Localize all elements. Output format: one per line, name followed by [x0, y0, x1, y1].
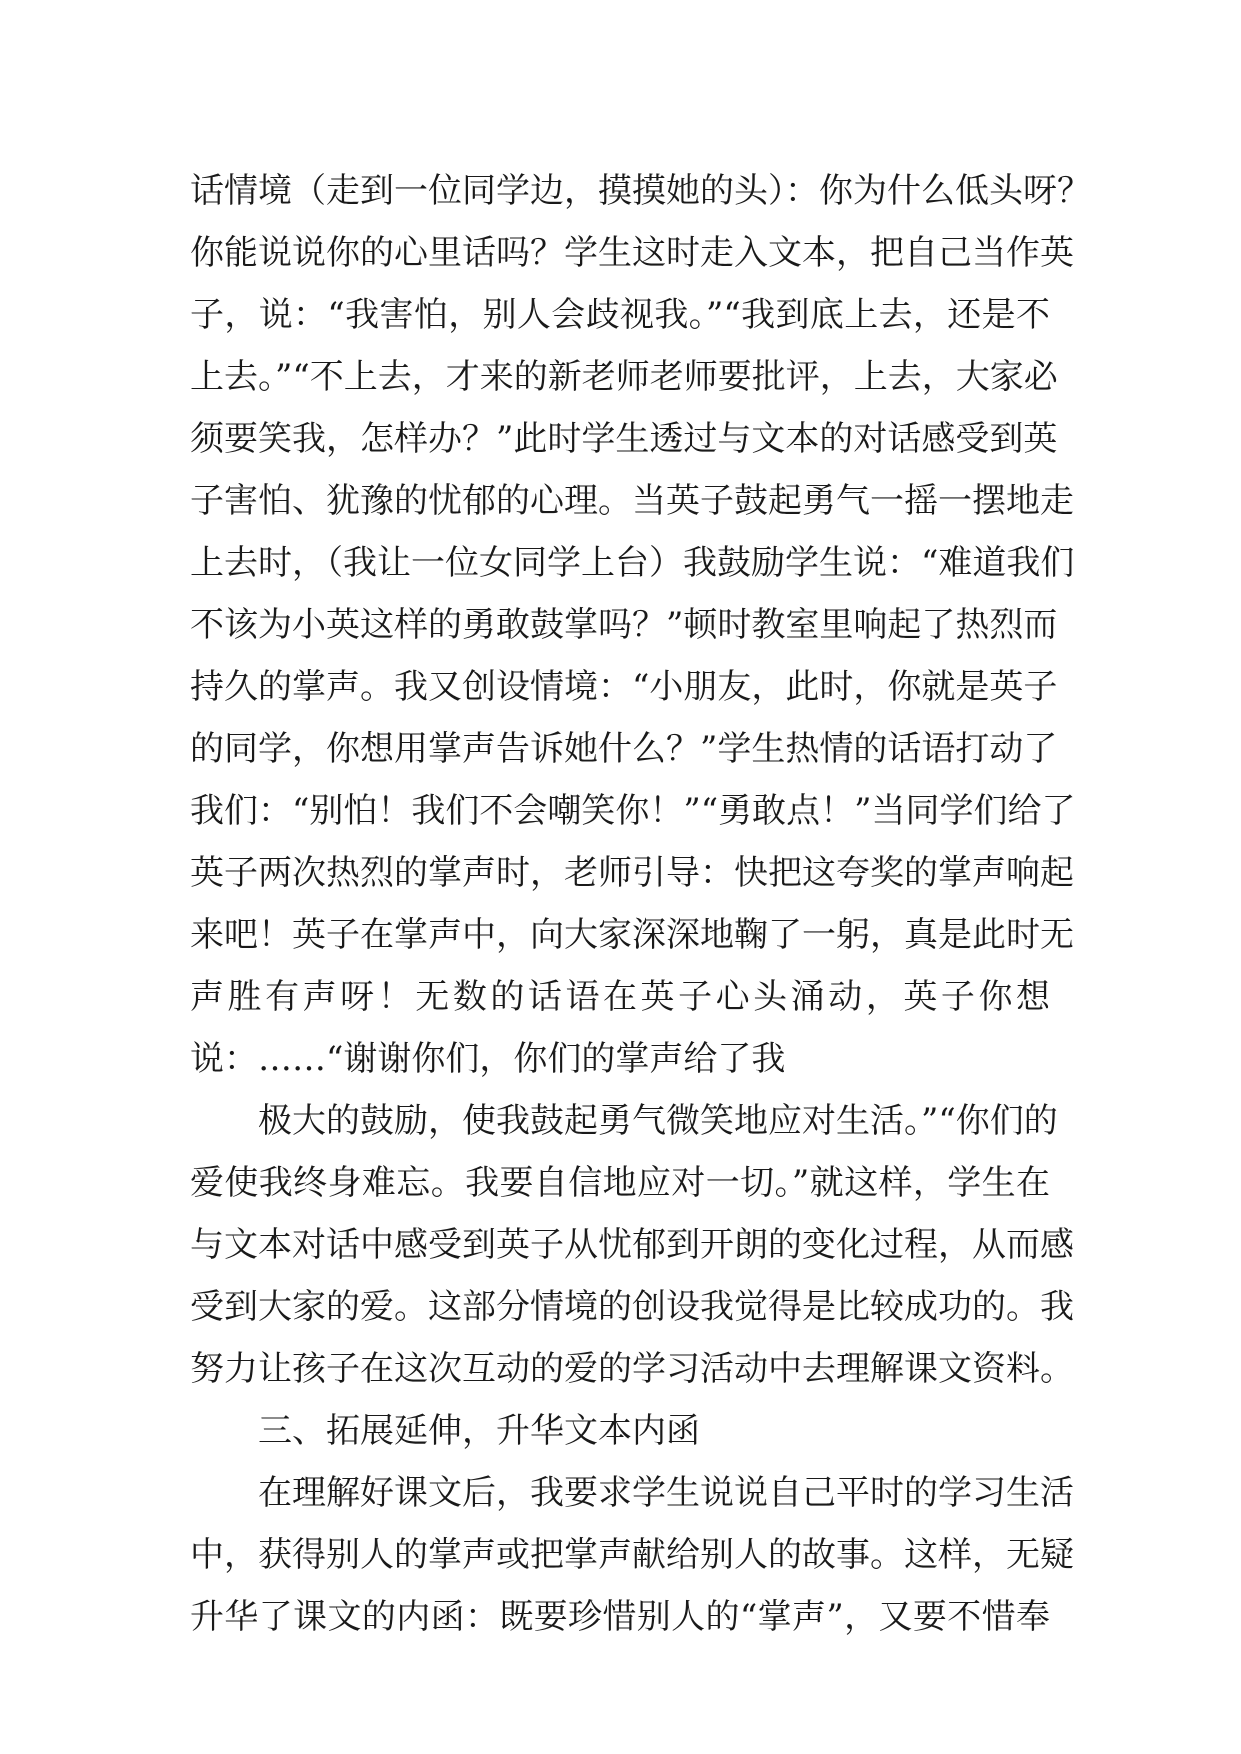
text-line: 爱使我终身难忘。我要自信地应对一切。”就这样，学生在	[190, 1163, 1050, 1203]
text-line: 努力让孩子在这次互动的爱的学习活动中去理解课文资料。	[190, 1349, 1074, 1389]
text-line: 受到大家的爱。这部分情境的创设我觉得是比较成功的。我	[190, 1287, 1074, 1327]
text-line: 的同学，你想用掌声告诉她什么？”学生热情的话语打动了	[190, 729, 1058, 769]
text-line: 我们：“别怕！我们不会嘲笑你！”“勇敢点！”当同学们给了	[190, 791, 1076, 831]
text-line: 英子两次热烈的掌声时，老师引导：快把这夸奖的掌声响起	[190, 853, 1074, 893]
text-line: 上去时，（我让一位女同学上台）我鼓励学生说：“难道我们	[190, 543, 1075, 583]
text-line: 话情境（走到一位同学边，摸摸她的头）：你为什么低头呀？	[190, 171, 1091, 211]
text-line: 子害怕、犹豫的忧郁的心理。当英子鼓起勇气一摇一摆地走	[190, 481, 1074, 521]
paragraph-start-line: 在理解好课文后，我要求学生说说自己平时的学习生活	[258, 1473, 1074, 1513]
text-line: 上去。”“不上去，才来的新老师老师要批评，上去，大家必	[190, 357, 1058, 397]
text-line: 你能说说你的心里话吗？学生这时走入文本，把自己当作英	[190, 233, 1074, 273]
text-line: 持久的掌声。我又创设情境：“小朋友，此时，你就是英子	[190, 667, 1058, 707]
text-line: 说：……“谢谢你们，你们的掌声给了我	[190, 1039, 786, 1079]
text-line: 升华了课文的内函：既要珍惜别人的“掌声”，又要不惜奉	[190, 1597, 1050, 1637]
paragraph-start-line: 极大的鼓励，使我鼓起勇气微笑地应对生活。”“你们的	[258, 1101, 1058, 1141]
text-line: 来吧！英子在掌声中，向大家深深地鞠了一躬，真是此时无	[190, 915, 1074, 955]
section-heading: 三、拓展延伸，升华文本内函	[258, 1411, 700, 1451]
text-line: 不该为小英这样的勇敢鼓掌吗？”顿时教室里响起了热烈而	[190, 605, 1058, 645]
text-line: 中，获得别人的掌声或把掌声献给别人的故事。这样，无疑	[190, 1535, 1074, 1575]
text-line: 声胜有声呀！无数的话语在英子心头涌动，英子你想	[190, 977, 1050, 1017]
body-text	[190, 160, 1091, 1648]
text-line: 子，说：“我害怕，别人会歧视我。”“我到底上去，还是不	[190, 295, 1050, 335]
text-line: 须要笑我，怎样办？”此时学生透过与文本的对话感受到英	[190, 419, 1058, 459]
text-line: 与文本对话中感受到英子从忧郁到开朗的变化过程，从而感	[190, 1225, 1074, 1265]
